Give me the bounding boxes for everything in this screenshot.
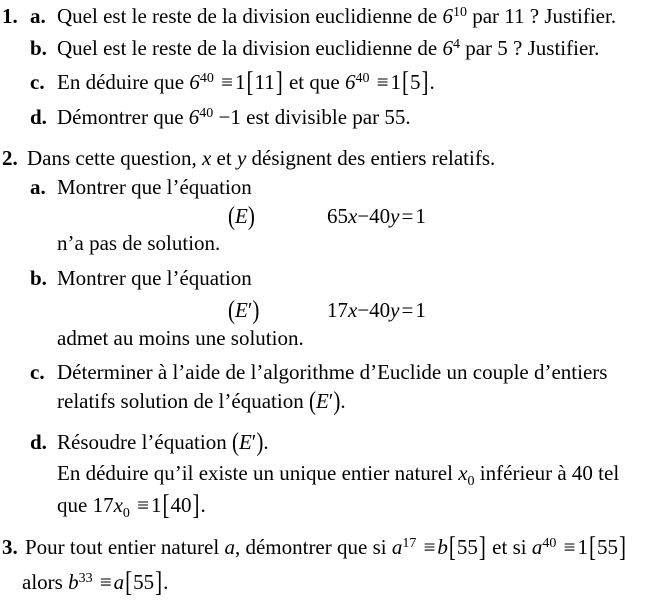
text-segment: par 5 ? Justifier. [459, 36, 600, 60]
text-segment: Pour tout entier naturel [25, 535, 225, 559]
text-segment: alors [22, 570, 69, 594]
math-rbr-segment: ] [618, 529, 626, 564]
math-rel-segment: ≡ [376, 70, 389, 94]
math-i-segment: a [113, 570, 125, 594]
math-lbr-segment: [ [402, 64, 410, 99]
math-i-segment: b [68, 570, 79, 594]
math-i-segment: E [235, 204, 248, 228]
question-3-continuation [22, 564, 169, 599]
equation-E-prime-formula [327, 297, 426, 323]
text-segment: 1 [151, 493, 162, 517]
text-segment: . [163, 570, 169, 594]
text-segment: ′ [251, 430, 257, 454]
math-i-segment: E [238, 430, 252, 454]
math-i-segment: a [391, 535, 403, 559]
text-segment: n’a pas de solution. [57, 231, 221, 255]
math-i-segment: a [224, 535, 235, 559]
math-i-segment: 6 [442, 4, 453, 28]
math-lpar-segment: ( [308, 385, 316, 416]
text-segment: admet au moins une solution. [57, 326, 304, 350]
math-rel-segment: ≡ [563, 535, 576, 559]
math-i-segment: y [236, 146, 247, 170]
math-sup-segment: 40 [542, 536, 557, 551]
text-segment: et que [283, 70, 345, 94]
text-segment: Quel est le reste de la division euclidienne de [57, 4, 443, 28]
math-i-segment: x [458, 461, 468, 485]
item-marker: d. [30, 105, 47, 129]
text-segment: inférieur à 40 tel [474, 461, 620, 485]
math-i-segment: a [531, 535, 543, 559]
text-segment: −40 [357, 298, 391, 322]
item-marker: a. [30, 175, 46, 199]
math-sup-segment: 17 [402, 536, 417, 551]
text-segment: 1 [415, 204, 426, 228]
math-lpar-segment: ( [228, 294, 235, 325]
text-segment: 65 [327, 204, 348, 228]
question-2d-line [30, 426, 269, 457]
math-i-segment: E [235, 298, 248, 322]
text-segment: −1 est divisible par 55. [213, 105, 411, 129]
text-segment: . [200, 493, 206, 517]
text-segment: 55 [456, 535, 478, 559]
text-segment: 1 [415, 298, 426, 322]
question-2d-continuation-2 [57, 487, 206, 522]
text-segment: , démontrer que si [234, 535, 392, 559]
text-segment: Montrer que l’équation [57, 266, 252, 290]
math-sup-segment: 40 [199, 106, 214, 121]
math-rel-segment: = [401, 298, 414, 322]
math-sup-segment: 40 [199, 71, 214, 86]
question-3-line [2, 529, 627, 564]
math-rel-segment: ≡ [423, 535, 436, 559]
math-sup-segment: 4 [452, 37, 460, 52]
math-i-segment: b [437, 535, 448, 559]
math-rpar-segment: ) [333, 385, 341, 416]
math-lpar-segment: ( [231, 426, 239, 457]
text-segment: désignent des entiers relatifs. [246, 146, 496, 170]
text-segment: 11 [254, 70, 275, 94]
text-segment: Déterminer à l’aide de l’algorithme d’Euclide un couple d’entiers [57, 360, 608, 384]
text-segment: . [263, 430, 269, 454]
text-segment: relatifs solution de l’équation [57, 389, 309, 413]
math-lbr-segment: [ [125, 564, 133, 599]
item-marker: 3. [2, 535, 18, 559]
text-segment: Quel est le reste de la division euclidienne de [57, 36, 443, 60]
math-rpar-segment: ) [247, 200, 255, 231]
question-1a-line [2, 3, 616, 33]
text-segment [556, 535, 561, 559]
text-segment: et [211, 146, 237, 170]
math-lbr-segment: [ [588, 529, 596, 564]
math-rpar-segment: ) [256, 426, 264, 457]
text-segment: En déduire qu’il existe un unique entier naturel [57, 461, 459, 485]
question-2b-continuation [57, 325, 304, 351]
item-marker: b. [30, 266, 47, 290]
math-i-segment: y [390, 204, 400, 228]
text-segment: 55 [133, 570, 155, 594]
text-segment: et si [486, 535, 532, 559]
text-segment: 5 [410, 70, 421, 94]
text-segment: −40 [357, 204, 391, 228]
math-rel-segment: = [401, 204, 414, 228]
question-2-intro-line [2, 145, 495, 171]
math-rpar-segment: ) [252, 294, 260, 325]
math-rel-segment: ≡ [99, 570, 112, 594]
math-lbr-segment: [ [162, 487, 170, 522]
question-2c-line [30, 359, 607, 385]
question-1d-line [30, 104, 411, 134]
text-segment: 55 [596, 535, 618, 559]
question-1b-line [30, 35, 599, 65]
text-segment: ′ [328, 389, 334, 413]
question-2d-continuation-1 [57, 460, 619, 490]
item-marker: a. [30, 4, 46, 28]
math-lbr-segment: [ [246, 64, 254, 99]
math-sub-segment: 0 [467, 474, 475, 489]
text-segment: Démontrer que [57, 105, 189, 129]
text-segment: 17 [327, 298, 348, 322]
item-marker: 2. [2, 146, 18, 170]
math-sup-segment: 40 [355, 71, 370, 86]
equation-E-formula [327, 203, 426, 229]
item-marker: 1. [2, 4, 18, 28]
text-segment: . [340, 389, 346, 413]
question-1c-line [30, 64, 435, 99]
math-i-segment: 6 [442, 36, 453, 60]
question-2b-line [30, 265, 252, 291]
math-i-segment: x [201, 146, 212, 170]
equation-E-label [228, 200, 255, 231]
math-rel-segment: ≡ [137, 493, 149, 517]
math-rbr-segment: ] [192, 487, 200, 522]
math-rbr-segment: ] [478, 529, 486, 564]
text-segment: 1 [234, 70, 246, 94]
text-segment: 1 [577, 535, 588, 559]
text-segment: Dans cette question, [27, 146, 202, 170]
text-segment [369, 70, 374, 94]
equation-E-prime-label [228, 294, 260, 325]
item-marker: b. [30, 36, 47, 60]
text-segment: 40 [170, 493, 192, 517]
item-marker: d. [30, 430, 47, 454]
math-i-segment: x [113, 493, 123, 517]
math-rbr-segment: ] [275, 64, 283, 99]
math-sup-segment: 10 [452, 5, 467, 20]
text-segment: En déduire que [57, 70, 190, 94]
math-rel-segment: ≡ [221, 70, 233, 94]
math-rbr-segment: ] [421, 64, 429, 99]
text-segment: ′ [247, 298, 253, 322]
math-i-segment: x [348, 204, 358, 228]
question-2a-line [30, 174, 252, 200]
text-segment: . [429, 70, 435, 94]
text-segment: Montrer que l’équation [57, 175, 252, 199]
math-rbr-segment: ] [155, 564, 163, 599]
math-i-segment: y [390, 298, 400, 322]
math-i-segment: x [348, 298, 358, 322]
text-segment: 1 [390, 70, 402, 94]
item-marker: c. [30, 360, 45, 384]
text-segment [416, 535, 421, 559]
text-segment: par 11 ? Justifier. [466, 4, 617, 28]
math-sub-segment: 0 [122, 506, 130, 521]
math-i-segment: 6 [188, 105, 200, 129]
math-sup-segment: 33 [78, 571, 93, 586]
text-segment: que 17 [57, 493, 114, 517]
question-2a-continuation [57, 230, 220, 256]
text-segment: Résoudre l’équation [57, 430, 232, 454]
question-2c-continuation [57, 385, 346, 416]
item-marker: c. [30, 70, 45, 94]
math-lbr-segment: [ [448, 529, 456, 564]
math-lpar-segment: ( [228, 200, 235, 231]
math-i-segment: 6 [344, 70, 356, 94]
math-i-segment: E [315, 389, 329, 413]
math-i-segment: 6 [189, 70, 200, 94]
